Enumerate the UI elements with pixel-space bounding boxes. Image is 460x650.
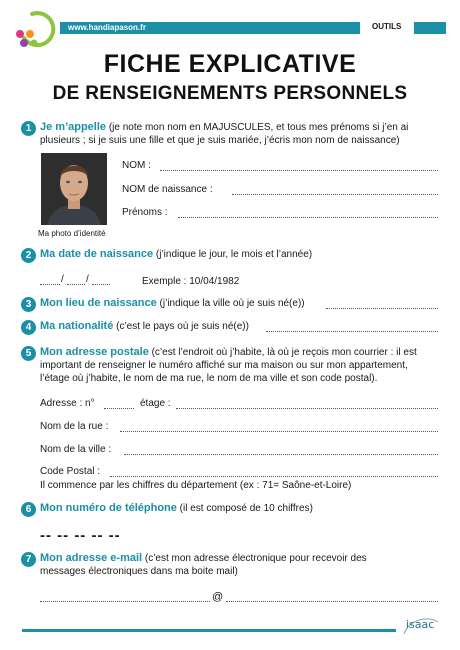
section-label: OUTILS <box>372 22 402 31</box>
field-postcode[interactable] <box>110 476 438 477</box>
site-url[interactable]: www.handiapason.fr <box>68 23 146 32</box>
field-label-nom: NOM : <box>122 160 151 171</box>
page-title: FICHE EXPLICATIVE <box>103 50 357 78</box>
handiapason-logo <box>14 8 58 48</box>
section-number-7: 7 <box>21 552 36 567</box>
footer-rule <box>22 629 396 632</box>
field-phone[interactable]: -- -- -- -- -- <box>40 527 121 544</box>
field-label-nom-naissance: NOM de naissance : <box>122 184 213 195</box>
section-email <box>40 552 400 578</box>
field-label-city: Nom de la ville : <box>40 444 112 455</box>
date-separator: / <box>61 274 64 285</box>
field-label-prenoms: Prénoms : <box>122 207 168 218</box>
section-heading: Mon numéro de téléphone <box>40 502 177 514</box>
field-label-street: Nom de la rue : <box>40 421 109 432</box>
section-birthdate <box>40 248 435 261</box>
section-text: (c’est mon adresse électronique pour recevoir des messages électroniques dans ma boite mail) <box>40 553 367 577</box>
field-email-domain[interactable] <box>226 601 438 602</box>
section-heading: Mon adresse postale <box>40 346 149 358</box>
section-text: (il est composé de 10 chiffres) <box>176 503 313 514</box>
field-label-postcode: Code Postal : <box>40 466 101 477</box>
banner-end <box>414 22 446 34</box>
field-day[interactable] <box>40 284 60 285</box>
section-name-intro <box>40 121 435 147</box>
field-street[interactable] <box>120 431 438 432</box>
page-subtitle: DE RENSEIGNEMENTS PERSONNELS <box>52 83 408 104</box>
field-email-user[interactable] <box>40 601 210 602</box>
field-street-number[interactable] <box>104 408 134 409</box>
section-text: (j’indique la ville où je suis né(e)) <box>156 298 305 309</box>
postcode-note: Il commence par les chiffres du département (ex : 71= Saône-et-Loire) <box>40 480 352 491</box>
section-heading: Je m’appelle <box>40 121 107 133</box>
isaac-logo <box>400 614 440 638</box>
field-birthplace[interactable] <box>326 308 438 309</box>
date-separator: / <box>86 274 89 285</box>
email-at-sign: @ <box>212 591 224 603</box>
section-text: (je note mon nom en MAJUSCULES, et tous mes prénoms si j’en ai plusieurs ; si je suis une fille et que je suis mariée, j’écris mon nom de naissance) <box>40 122 409 146</box>
field-prenoms[interactable] <box>178 217 438 218</box>
photo-caption: Ma photo d’identité <box>38 229 106 238</box>
section-number-5: 5 <box>21 346 36 361</box>
section-heading: Ma date de naissance <box>40 248 154 260</box>
field-nationality[interactable] <box>266 331 438 332</box>
section-number-6: 6 <box>21 502 36 517</box>
field-month[interactable] <box>67 284 85 285</box>
section-heading: Mon adresse e-mail <box>40 552 143 564</box>
field-nom[interactable] <box>160 170 438 171</box>
date-example: Exemple : 10/04/1982 <box>142 276 240 287</box>
section-phone <box>40 502 435 515</box>
field-nom-naissance[interactable] <box>232 194 438 195</box>
section-number-2: 2 <box>21 248 36 263</box>
section-heading: Mon lieu de naissance <box>40 297 157 309</box>
field-label-floor: étage : <box>140 398 171 409</box>
section-heading: Ma nationalité <box>40 320 114 332</box>
isaac-wordmark: isaac <box>406 618 435 631</box>
site-banner <box>60 22 360 34</box>
field-year[interactable] <box>92 284 110 285</box>
person-portrait-icon <box>41 153 107 225</box>
field-city[interactable] <box>124 454 438 455</box>
section-text: (j’indique le jour, le mois et l’année) <box>153 249 313 260</box>
section-number-3: 3 <box>21 297 36 312</box>
field-floor[interactable] <box>176 408 438 409</box>
section-number-1: 1 <box>21 121 36 136</box>
section-birthplace <box>40 297 310 310</box>
section-number-4: 4 <box>21 320 36 335</box>
field-label-street-number: Adresse : n° <box>40 398 95 409</box>
section-address <box>40 346 438 385</box>
section-nationality <box>40 320 270 333</box>
section-text: (c’est le pays où je suis né(e)) <box>113 321 249 332</box>
section-text: (c’est l’endroit où j’habite, là où je reçois mon courrier : il est important de renseigner le numéro affiché sur ma maison ou sur mon appartement, l’étage où j’habite, le nom de ma rue, le nom de ma ville et son code postal). <box>40 347 417 384</box>
identity-photo <box>41 153 107 225</box>
